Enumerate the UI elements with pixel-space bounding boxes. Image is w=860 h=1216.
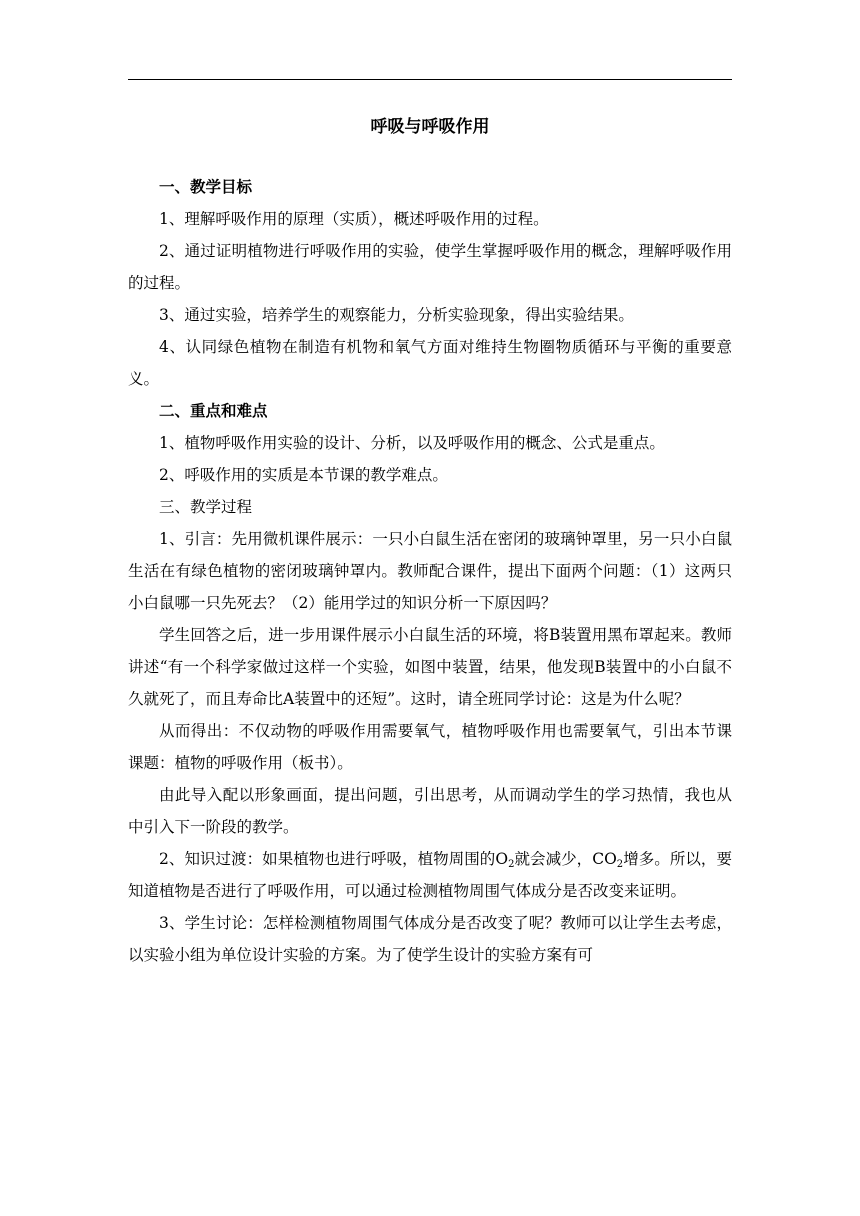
objective-item-4: 4、认同绿色植物在制造有机物和氧气方面对维持生物圈物质循环与平衡的重要意义。 [128,338,732,388]
process-paragraph-introduction: 1、引言：先用微机课件展示：一只小白鼠生活在密闭的玻璃钟罩里，另一只小白鼠生活在有绿色植物的密闭玻璃钟罩内。教师配合课件，提出下面两个问题：（1）这两只小白鼠哪一只先死去？（2）能用学过的知识分析一下原因吗？ [128,530,732,612]
o2-formula: $O_2$ [495,850,515,870]
key-point-item-1: 1、植物呼吸作用实验的设计、分析，以及呼吸作用的概念、公式是重点。 [159,434,665,452]
transition-text-c: 增多。所以，要知道植物是否进行了呼吸作用，可以通过检测植物周围气体成分是否改变来证明。 [128,850,732,900]
transition-text-a: 2、知识过渡：如果植物也进行呼吸，植物周围的 [159,850,496,868]
process-paragraph-conclusion: 从而得出：不仅动物的呼吸作用需要氧气，植物呼吸作用也需要氧气，引出本节课课题：植物的呼吸作用（板书）。 [128,722,732,772]
section-heading-process: 三、教学过程 [159,498,253,516]
document-body [128,110,732,971]
process-paragraph-transition [128,843,732,907]
document-title: 呼吸与呼吸作用 [370,117,490,137]
objective-item-2: 2、通过证明植物进行呼吸作用的实验，使学生掌握呼吸作用的概念，理解呼吸作用的过程。 [128,242,732,292]
section-heading-objectives: 一、教学目标 [159,178,253,196]
process-paragraph-student-answer: 学生回答之后，进一步用课件展示小白鼠生活的环境，将B装置用黑布罩起来。教师讲述“有一个科学家做过这样一个实验，如图中装置，结果，他发现B装置中的小白鼠不久就死了，而且寿命比A装置中的还短”。这时，请全班同学讨论：这是为什么呢？ [128,626,732,708]
objective-item-1: 1、理解呼吸作用的原理（实质），概述呼吸作用的过程。 [159,210,549,228]
process-paragraph-lead-in: 由此导入配以形象画面，提出问题，引出思考，从而调动学生的学习热情，我也从中引入下一阶段的教学。 [128,786,732,836]
transition-text-b: 就会减少， [514,850,593,868]
key-point-item-2: 2、呼吸作用的实质是本节课的教学难点。 [159,466,448,484]
co2-formula: $CO_2$ [592,850,624,870]
header-rule [128,79,732,80]
section-heading-key-points: 二、重点和难点 [159,402,268,420]
objective-item-3: 3、通过实验，培养学生的观察能力，分析实验现象，得出实验结果。 [159,306,634,324]
process-paragraph-discussion: 3、学生讨论：怎样检测植物周围气体成分是否改变了呢？教师可以让学生去考虑，以实验小组为单位设计实验的方案。为了使学生设计的实验方案有可 [128,914,732,964]
